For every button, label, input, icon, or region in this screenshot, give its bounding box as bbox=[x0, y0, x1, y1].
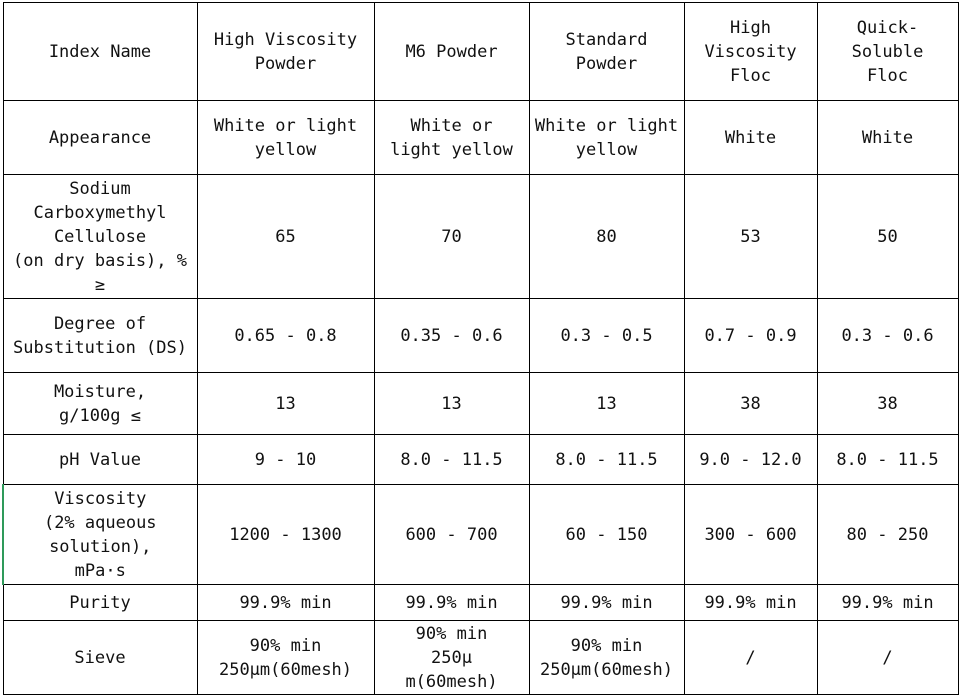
table-row-moisture bbox=[3, 373, 958, 435]
header-standard-powder: Standard Powder bbox=[529, 3, 684, 101]
row-label: Sieve bbox=[3, 621, 197, 695]
table-cell: 38 bbox=[817, 373, 958, 435]
table-cell: 90% min 250μ m(60mesh) bbox=[374, 621, 529, 695]
table-cell: 65 bbox=[197, 175, 374, 299]
table-cell: White or light yellow bbox=[374, 101, 529, 175]
table-cell: 90% min 250μm(60mesh) bbox=[197, 621, 374, 695]
header-high-viscosity-powder: High Viscosity Powder bbox=[197, 3, 374, 101]
table-cell: 80 - 250 bbox=[817, 485, 958, 585]
table-row-sieve bbox=[3, 621, 958, 695]
table-cell: 99.9% min bbox=[197, 585, 374, 621]
header-high-viscosity-floc: High Viscosity Floc bbox=[684, 3, 817, 101]
row-label: Purity bbox=[3, 585, 197, 621]
table-cell: 300 - 600 bbox=[684, 485, 817, 585]
table-cell: White or light yellow bbox=[197, 101, 374, 175]
table-cell: 8.0 - 11.5 bbox=[817, 435, 958, 485]
row-label: Appearance bbox=[3, 101, 197, 175]
row-label: Sodium Carboxymethyl Cellulose (on dry basis), % ≥ bbox=[3, 175, 197, 299]
table-cell: 8.0 - 11.5 bbox=[529, 435, 684, 485]
table-cell: 80 bbox=[529, 175, 684, 299]
table-cell: 13 bbox=[197, 373, 374, 435]
row-label: Moisture, g/100g ≤ bbox=[3, 373, 197, 435]
table-cell: 13 bbox=[529, 373, 684, 435]
header-row bbox=[3, 3, 958, 101]
table-cell: 0.7 - 0.9 bbox=[684, 299, 817, 373]
table-cell: / bbox=[684, 621, 817, 695]
table-cell: 53 bbox=[684, 175, 817, 299]
row-label: Viscosity (2% aqueous solution), mPa·s bbox=[3, 485, 197, 585]
table-row-purity bbox=[3, 585, 958, 621]
table-row-viscosity bbox=[3, 485, 958, 585]
table-cell: White bbox=[684, 101, 817, 175]
table-cell: 99.9% min bbox=[684, 585, 817, 621]
table-cell: 9.0 - 12.0 bbox=[684, 435, 817, 485]
table-cell: 0.35 - 0.6 bbox=[374, 299, 529, 373]
table-row-cmc-content bbox=[3, 175, 958, 299]
table-row-appearance bbox=[3, 101, 958, 175]
table-row-degree-of-substitution bbox=[3, 299, 958, 373]
product-spec-table bbox=[2, 2, 959, 695]
table-cell: 99.9% min bbox=[374, 585, 529, 621]
header-quick-soluble-floc: Quick- Soluble Floc bbox=[817, 3, 958, 101]
table-row-ph-value bbox=[3, 435, 958, 485]
table-cell: 1200 - 1300 bbox=[197, 485, 374, 585]
row-label: Degree of Substitution (DS) bbox=[3, 299, 197, 373]
table-cell: 0.3 - 0.6 bbox=[817, 299, 958, 373]
table-cell: White bbox=[817, 101, 958, 175]
table-cell: 50 bbox=[817, 175, 958, 299]
table-cell: 70 bbox=[374, 175, 529, 299]
header-m6-powder: M6 Powder bbox=[374, 3, 529, 101]
header-index-name: Index Name bbox=[3, 3, 197, 101]
table-cell: 99.9% min bbox=[529, 585, 684, 621]
table-cell: 13 bbox=[374, 373, 529, 435]
table-cell: 60 - 150 bbox=[529, 485, 684, 585]
table-cell: 90% min 250μm(60mesh) bbox=[529, 621, 684, 695]
table-cell: 99.9% min bbox=[817, 585, 958, 621]
table-cell: / bbox=[817, 621, 958, 695]
table-cell: 0.65 - 0.8 bbox=[197, 299, 374, 373]
table-cell: 38 bbox=[684, 373, 817, 435]
table-cell: 0.3 - 0.5 bbox=[529, 299, 684, 373]
table-cell: 9 - 10 bbox=[197, 435, 374, 485]
table-cell: 600 - 700 bbox=[374, 485, 529, 585]
row-label: pH Value bbox=[3, 435, 197, 485]
table-cell: 8.0 - 11.5 bbox=[374, 435, 529, 485]
table-cell: White or light yellow bbox=[529, 101, 684, 175]
